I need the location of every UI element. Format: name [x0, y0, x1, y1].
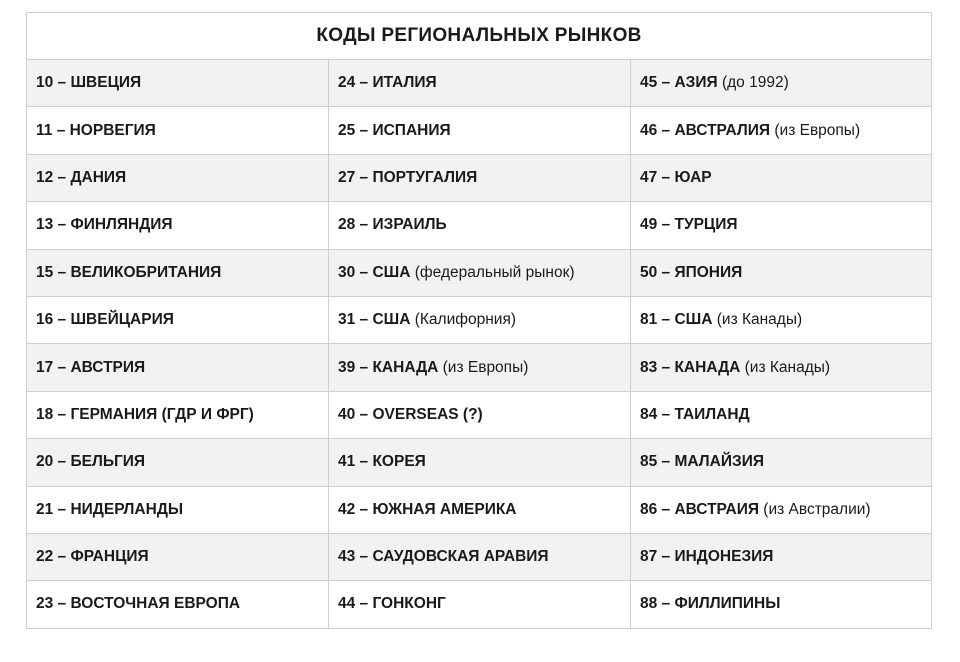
table-cell — [329, 249, 631, 296]
table-row — [27, 107, 932, 154]
region-code-label: 88 – ФИЛЛИПИНЫ — [640, 595, 781, 613]
region-code-note: (до 1992) — [717, 74, 789, 92]
region-code-note: (из Европы) — [770, 121, 861, 139]
table-cell — [27, 439, 329, 486]
table-cell — [631, 533, 932, 580]
table-cell — [631, 581, 932, 628]
table-cell — [329, 581, 631, 628]
region-code-label: 10 – ШВЕЦИЯ — [36, 74, 142, 92]
region-code-note: (федеральный рынок) — [410, 263, 575, 281]
region-code-label: 45 – АЗИЯ — [640, 74, 718, 92]
table-row — [27, 533, 932, 580]
region-code-label: 11 – НОРВЕГИЯ — [36, 121, 156, 139]
region-code-label: 47 – ЮАР — [640, 168, 712, 186]
table-cell — [27, 581, 329, 628]
region-code-label: 43 – САУДОВСКАЯ АРАВИЯ — [338, 548, 549, 566]
region-code-label: 28 – ИЗРАИЛЬ — [338, 216, 447, 234]
table-cell — [329, 344, 631, 391]
table-cell — [27, 107, 329, 154]
table-cell — [631, 107, 932, 154]
table-cell — [631, 391, 932, 438]
table-cell — [329, 202, 631, 249]
region-code-label: 25 – ИСПАНИЯ — [338, 121, 451, 139]
table-cell — [631, 296, 932, 343]
region-code-label: 15 – ВЕЛИКОБРИТАНИЯ — [36, 263, 222, 281]
region-code-label: 40 – OVERSEAS (?) — [338, 405, 483, 423]
table-title: КОДЫ РЕГИОНАЛЬНЫХ РЫНКОВ — [27, 13, 932, 60]
table-row — [27, 249, 932, 296]
table-cell — [631, 439, 932, 486]
region-code-label: 12 – ДАНИЯ — [36, 168, 127, 186]
table-cell — [27, 296, 329, 343]
region-code-label: 30 – США — [338, 263, 411, 281]
region-code-label: 50 – ЯПОНИЯ — [640, 263, 743, 281]
table-cell — [27, 154, 329, 201]
table-cell — [329, 439, 631, 486]
table-row — [27, 154, 932, 201]
table-cell — [27, 486, 329, 533]
region-code-label: 18 – ГЕРМАНИЯ (ГДР И ФРГ) — [36, 405, 254, 423]
table-cell — [27, 533, 329, 580]
table-cell — [27, 202, 329, 249]
table-body — [27, 60, 932, 629]
table-cell — [27, 344, 329, 391]
region-code-label: 39 – КАНАДА — [338, 358, 439, 376]
region-code-label: 85 – МАЛАЙЗИЯ — [640, 453, 764, 471]
region-code-label: 83 – КАНАДА — [640, 358, 741, 376]
table-row — [27, 296, 932, 343]
region-code-label: 44 – ГОНКОНГ — [338, 595, 446, 613]
region-code-label: 13 – ФИНЛЯНДИЯ — [36, 216, 173, 234]
region-code-label: 87 – ИНДОНЕЗИЯ — [640, 548, 774, 566]
region-code-label: 49 – ТУРЦИЯ — [640, 216, 738, 234]
region-codes-table-wrapper — [26, 12, 931, 629]
table-cell — [631, 486, 932, 533]
table-row — [27, 391, 932, 438]
table-row — [27, 344, 932, 391]
region-code-label: 24 – ИТАЛИЯ — [338, 74, 437, 92]
table-row — [27, 581, 932, 628]
table-cell — [631, 154, 932, 201]
table-cell — [329, 533, 631, 580]
region-code-label: 46 – АВСТРАЛИЯ — [640, 121, 771, 139]
table-row — [27, 439, 932, 486]
table-header-row — [27, 13, 932, 60]
region-code-label: 81 – США — [640, 311, 713, 329]
table-cell — [631, 344, 932, 391]
table-cell — [631, 60, 932, 107]
table-row — [27, 60, 932, 107]
region-code-note: (Калифорния) — [410, 311, 517, 329]
region-code-label: 21 – НИДЕРЛАНДЫ — [36, 500, 184, 518]
region-code-label: 22 – ФРАНЦИЯ — [36, 548, 149, 566]
region-code-note: (из Австралии) — [759, 500, 871, 518]
table-cell — [329, 391, 631, 438]
table-cell — [631, 202, 932, 249]
region-code-note: (из Канады) — [740, 358, 831, 376]
region-codes-table — [26, 12, 932, 629]
table-cell — [27, 249, 329, 296]
region-code-label: 20 – БЕЛЬГИЯ — [36, 453, 146, 471]
region-code-label: 31 – США — [338, 311, 411, 329]
table-cell — [329, 60, 631, 107]
region-code-note: (из Европы) — [438, 358, 529, 376]
table-row — [27, 202, 932, 249]
region-code-label: 16 – ШВЕЙЦАРИЯ — [36, 311, 174, 329]
region-code-label: 42 – ЮЖНАЯ АМЕРИКА — [338, 500, 517, 518]
region-code-label: 17 – АВСТРИЯ — [36, 358, 146, 376]
table-cell — [27, 391, 329, 438]
table-cell — [27, 60, 329, 107]
region-code-label: 86 – АВСТРАИЯ — [640, 500, 759, 518]
region-code-label: 27 – ПОРТУГАЛИЯ — [338, 168, 478, 186]
table-cell — [329, 486, 631, 533]
region-code-label: 23 – ВОСТОЧНАЯ ЕВРОПА — [36, 595, 241, 613]
region-code-note: (из Канады) — [712, 311, 803, 329]
table-cell — [329, 107, 631, 154]
region-code-label: 84 – ТАИЛАНД — [640, 405, 750, 423]
table-cell — [329, 154, 631, 201]
table-cell — [631, 249, 932, 296]
region-code-label: 41 – КОРЕЯ — [338, 453, 426, 471]
table-cell — [329, 296, 631, 343]
table-row — [27, 486, 932, 533]
